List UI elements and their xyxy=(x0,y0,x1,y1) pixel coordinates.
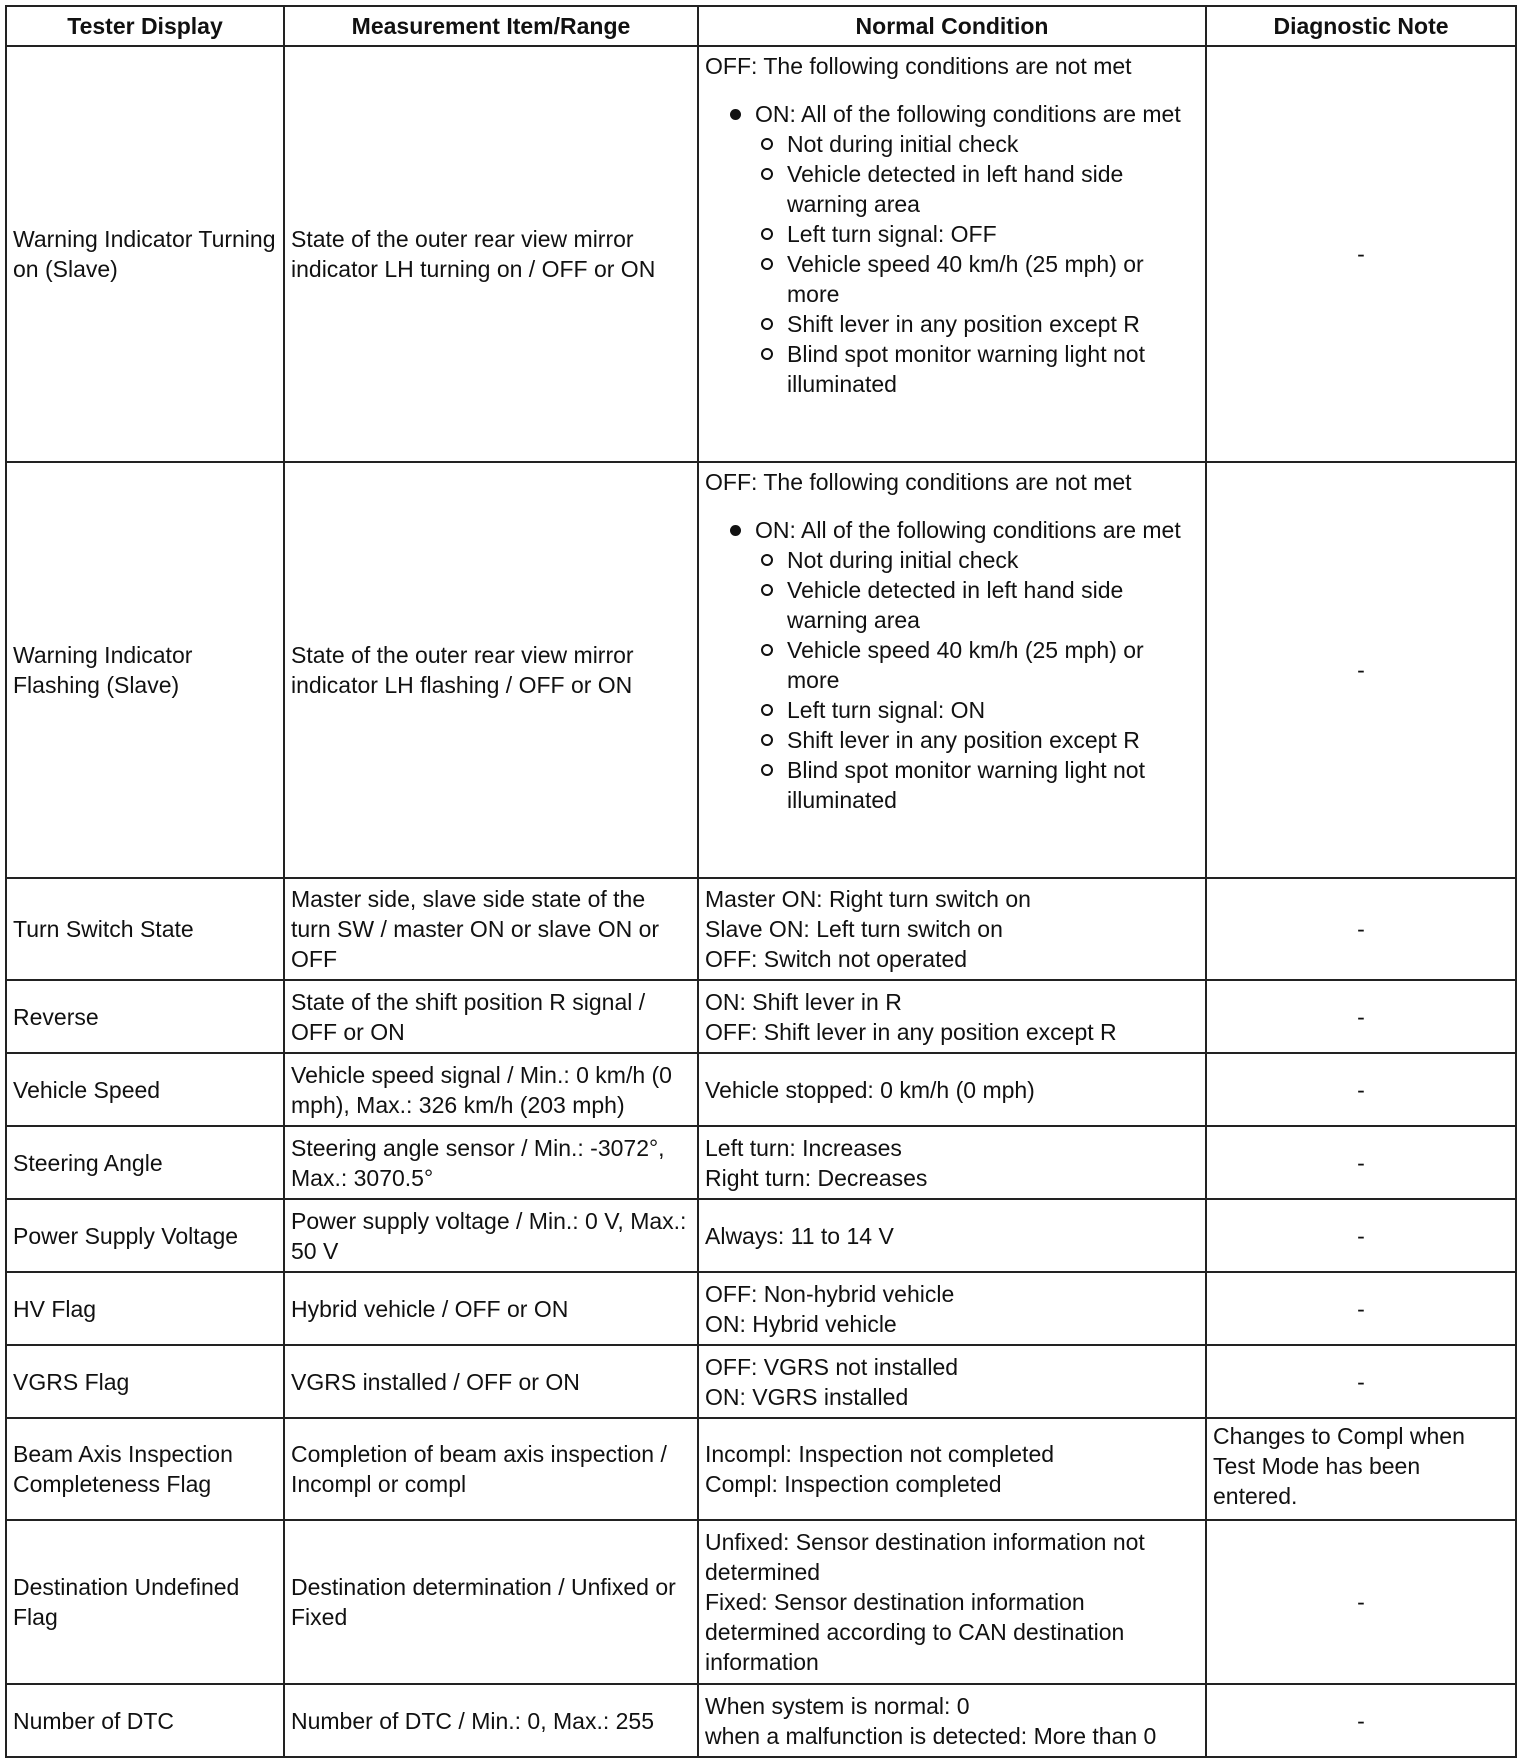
table-row xyxy=(6,878,1516,980)
normal-condition-cell xyxy=(698,1199,1206,1272)
list-item: Vehicle detected in left hand side warning area xyxy=(755,159,1199,219)
diagnostic-note-cell: - xyxy=(1206,1520,1516,1684)
table-row xyxy=(6,1272,1516,1345)
list-item: Vehicle speed 40 km/h (25 mph) or more xyxy=(755,635,1199,695)
list-item: Blind spot monitor warning light not illuminated xyxy=(755,755,1199,815)
condition-line: Left turn: Increases xyxy=(705,1134,902,1161)
normal-condition-cell xyxy=(698,1520,1206,1684)
normal-condition-cell xyxy=(698,1053,1206,1126)
tester-display-cell: Reverse xyxy=(6,980,284,1053)
col-header-tester-display: Tester Display xyxy=(6,6,284,46)
condition-line: OFF: VGRS not installed xyxy=(705,1353,959,1380)
measurement-cell: State of the shift position R signal / OFF or ON xyxy=(284,980,698,1053)
diagnostic-note-cell: Changes to Compl when Test Mode has been entered. xyxy=(1206,1418,1516,1520)
tester-display-cell: Warning Indicator Flashing (Slave) xyxy=(6,462,284,878)
diagnostic-note-cell: - xyxy=(1206,980,1516,1053)
condition-line: Vehicle stopped: 0 km/h (0 mph) xyxy=(705,1076,1035,1103)
table-row xyxy=(6,462,1516,878)
list-item: Left turn signal: ON xyxy=(755,695,1199,725)
measurement-cell: Destination determination / Unfixed or Fixed xyxy=(284,1520,698,1684)
col-header-diagnostic-note: Diagnostic Note xyxy=(1206,6,1516,46)
condition-list xyxy=(705,129,1199,399)
measurement-cell: Steering angle sensor / Min.: -3072°, Max.: 3070.5° xyxy=(284,1126,698,1199)
table-row xyxy=(6,46,1516,462)
col-header-normal-condition: Normal Condition xyxy=(698,6,1206,46)
normal-condition-cell xyxy=(698,980,1206,1053)
table-row xyxy=(6,1199,1516,1272)
normal-condition-cell xyxy=(698,462,1206,878)
measurement-cell: State of the outer rear view mirror indicator LH turning on / OFF or ON xyxy=(284,46,698,462)
measurement-cell: State of the outer rear view mirror indicator LH flashing / OFF or ON xyxy=(284,462,698,878)
tester-display-cell: Power Supply Voltage xyxy=(6,1199,284,1272)
condition-line: Fixed: Sensor destination information determined according to CAN destination information xyxy=(705,1589,1125,1675)
on-condition: ON: All of the following conditions are met xyxy=(705,515,1199,545)
off-condition: OFF: The following conditions are not met xyxy=(705,53,1132,79)
diagnostic-note-cell: - xyxy=(1206,1126,1516,1199)
tester-display-cell: Warning Indicator Turning on (Slave) xyxy=(6,46,284,462)
condition-line: OFF: Shift lever in any position except R xyxy=(705,1018,1117,1045)
tester-display-cell: Turn Switch State xyxy=(6,878,284,980)
list-item: Vehicle speed 40 km/h (25 mph) or more xyxy=(755,249,1199,309)
list-item: Shift lever in any position except R xyxy=(755,309,1199,339)
condition-list xyxy=(705,545,1199,815)
diagnostic-note-cell: - xyxy=(1206,1684,1516,1757)
measurement-cell: Completion of beam axis inspection / Incompl or compl xyxy=(284,1418,698,1520)
condition-line: Master ON: Right turn switch on xyxy=(705,886,1031,912)
tester-display-cell: VGRS Flag xyxy=(6,1345,284,1418)
condition-line: Always: 11 to 14 V xyxy=(705,1222,894,1249)
header-row xyxy=(6,6,1516,46)
condition-line: When system is normal: 0 xyxy=(705,1692,970,1719)
condition-line: when a malfunction is detected: More than 0 xyxy=(705,1722,1157,1749)
measurement-cell: Hybrid vehicle / OFF or ON xyxy=(284,1272,698,1345)
condition-line: Incompl: Inspection not completed xyxy=(705,1441,1055,1467)
tester-display-cell: Destination Undefined Flag xyxy=(6,1520,284,1684)
list-item: Vehicle detected in left hand side warning area xyxy=(755,575,1199,635)
diagnostic-note-cell: - xyxy=(1206,46,1516,462)
diagnostic-note-cell: - xyxy=(1206,1053,1516,1126)
off-condition: OFF: The following conditions are not met xyxy=(705,469,1132,495)
condition-line: ON: VGRS installed xyxy=(705,1383,909,1410)
condition-line: OFF: Non-hybrid vehicle xyxy=(705,1280,955,1307)
diagnostic-note-cell: - xyxy=(1206,1272,1516,1345)
diagnostic-note-cell: - xyxy=(1206,1345,1516,1418)
condition-line: Right turn: Decreases xyxy=(705,1164,928,1191)
tester-display-cell: Number of DTC xyxy=(6,1684,284,1757)
diagnostic-note-cell: - xyxy=(1206,1199,1516,1272)
measurement-cell: Master side, slave side state of the turn SW / master ON or slave ON or OFF xyxy=(284,878,698,980)
diagnostic-note-cell: - xyxy=(1206,462,1516,878)
measurement-cell: Number of DTC / Min.: 0, Max.: 255 xyxy=(284,1684,698,1757)
tester-display-cell: Steering Angle xyxy=(6,1126,284,1199)
on-condition: ON: All of the following conditions are met xyxy=(705,99,1199,129)
table-row xyxy=(6,1684,1516,1757)
normal-condition-cell xyxy=(698,1418,1206,1520)
condition-line: OFF: Switch not operated xyxy=(705,946,968,972)
list-item: Shift lever in any position except R xyxy=(755,725,1199,755)
table-row xyxy=(6,1053,1516,1126)
list-item: Not during initial check xyxy=(755,545,1199,575)
normal-condition-cell xyxy=(698,46,1206,462)
condition-line: ON: Shift lever in R xyxy=(705,988,902,1015)
tester-display-cell: HV Flag xyxy=(6,1272,284,1345)
table-row xyxy=(6,1345,1516,1418)
table-row xyxy=(6,1126,1516,1199)
col-header-measurement: Measurement Item/Range xyxy=(284,6,698,46)
normal-condition-cell xyxy=(698,878,1206,980)
list-item: Blind spot monitor warning light not illuminated xyxy=(755,339,1199,399)
list-item: Left turn signal: OFF xyxy=(755,219,1199,249)
condition-line: Unfixed: Sensor destination information not determined xyxy=(705,1529,1145,1585)
data-list-table xyxy=(5,5,1517,1758)
condition-line: ON: Hybrid vehicle xyxy=(705,1310,897,1337)
table-row xyxy=(6,1520,1516,1684)
measurement-cell: VGRS installed / OFF or ON xyxy=(284,1345,698,1418)
tester-display-cell: Beam Axis Inspection Completeness Flag xyxy=(6,1418,284,1520)
tester-display-cell: Vehicle Speed xyxy=(6,1053,284,1126)
normal-condition-cell xyxy=(698,1684,1206,1757)
normal-condition-cell xyxy=(698,1126,1206,1199)
measurement-cell: Power supply voltage / Min.: 0 V, Max.: 50 V xyxy=(284,1199,698,1272)
table-row xyxy=(6,1418,1516,1520)
condition-line: Compl: Inspection completed xyxy=(705,1471,1002,1497)
normal-condition-cell xyxy=(698,1345,1206,1418)
list-item: Not during initial check xyxy=(755,129,1199,159)
table-row xyxy=(6,980,1516,1053)
diagnostic-note-cell: - xyxy=(1206,878,1516,980)
measurement-cell: Vehicle speed signal / Min.: 0 km/h (0 mph), Max.: 326 km/h (203 mph) xyxy=(284,1053,698,1126)
normal-condition-cell xyxy=(698,1272,1206,1345)
condition-line: Slave ON: Left turn switch on xyxy=(705,916,1003,942)
